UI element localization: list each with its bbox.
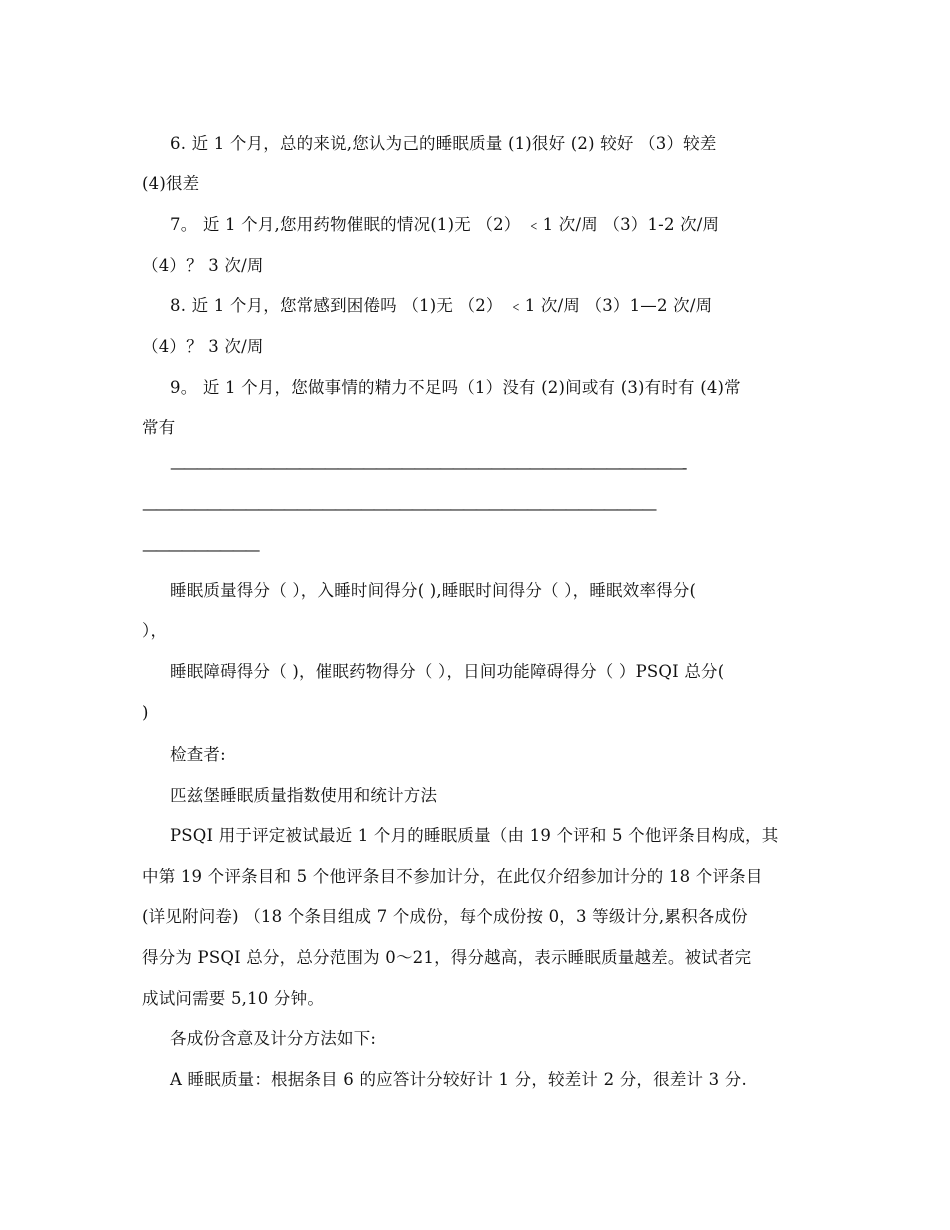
question-8-line-1: 8. 近 1 个月，您常感到困倦吗 （1)无 （2） ﹤1 次/周 （3）1—2 次/周 xyxy=(170,296,713,315)
score-line-1: 睡眠质量得分（ ），入睡时间得分( ),睡眠时间得分（ ），睡眠效率得分( xyxy=(170,581,697,600)
question-9-line-2: 常有 xyxy=(142,418,176,437)
separator-rule-1: ————————————————————————————————————————- xyxy=(170,458,685,477)
question-7-line-2: （4）？ 3 次/周 xyxy=(142,256,264,275)
separator-rule-2: ———————————————————————————————————————— xyxy=(142,499,655,518)
question-6-line-2: (4)很差 xyxy=(142,174,200,193)
components-intro: 各成份含意及计分方法如下: xyxy=(170,1029,377,1048)
question-7-line-1: 7。 近 1 个月,您用药物催眠的情况(1)无 （2） ﹤1 次/周 （3）1-2 次/周 xyxy=(170,215,720,234)
examiner-label: 检查者: xyxy=(170,745,226,764)
paragraph-line-1: PSQI 用于评定被试最近 1 个月的睡眠质量（由 19 个评和 5 个他评条目构成，其 xyxy=(170,826,779,845)
section-heading: 匹兹堡睡眠质量指数使用和统计方法 xyxy=(170,786,438,805)
separator-rule-3: ————————— xyxy=(142,540,258,559)
paragraph-line-5: 成试问需要 5,10 分钟。 xyxy=(142,989,325,1008)
score-line-2: 睡眠障碍得分（ )，催眠药物得分（ ），日间功能障碍得分（ ）PSQI 总分( xyxy=(170,662,725,681)
question-9-line-1: 9。 近 1 个月，您做事情的精力不足吗（1）没有 (2)间或有 (3)有时有 (4)常 xyxy=(170,378,741,397)
paragraph-line-2: 中第 19 个评条目和 5 个他评条目不参加计分，在此仅介绍参加计分的 18 个评条目 xyxy=(142,867,763,886)
question-8-line-2: （4）？ 3 次/周 xyxy=(142,337,264,356)
paragraph-line-3: (详见附问卷) （18 个条目组成 7 个成份，每个成份按 0，3 等级计分,累积各成份 xyxy=(142,907,748,926)
question-6-line-1: 6. 近 1 个月，总的来说,您认为己的睡眠质量 (1)很好 (2) 较好 （3）较差 xyxy=(170,134,717,153)
score-line-2-cont: ) xyxy=(142,703,149,722)
component-a-line: A 睡眠质量：根据条目 6 的应答计分较好计 1 分，较差计 2 分，很差计 3 分. xyxy=(170,1070,747,1089)
paragraph-line-4: 得分为 PSQI 总分，总分范围为 0～21，得分越高，表示睡眠质量越差。被试者完 xyxy=(142,948,752,967)
score-line-1-cont: ）， xyxy=(142,621,168,640)
